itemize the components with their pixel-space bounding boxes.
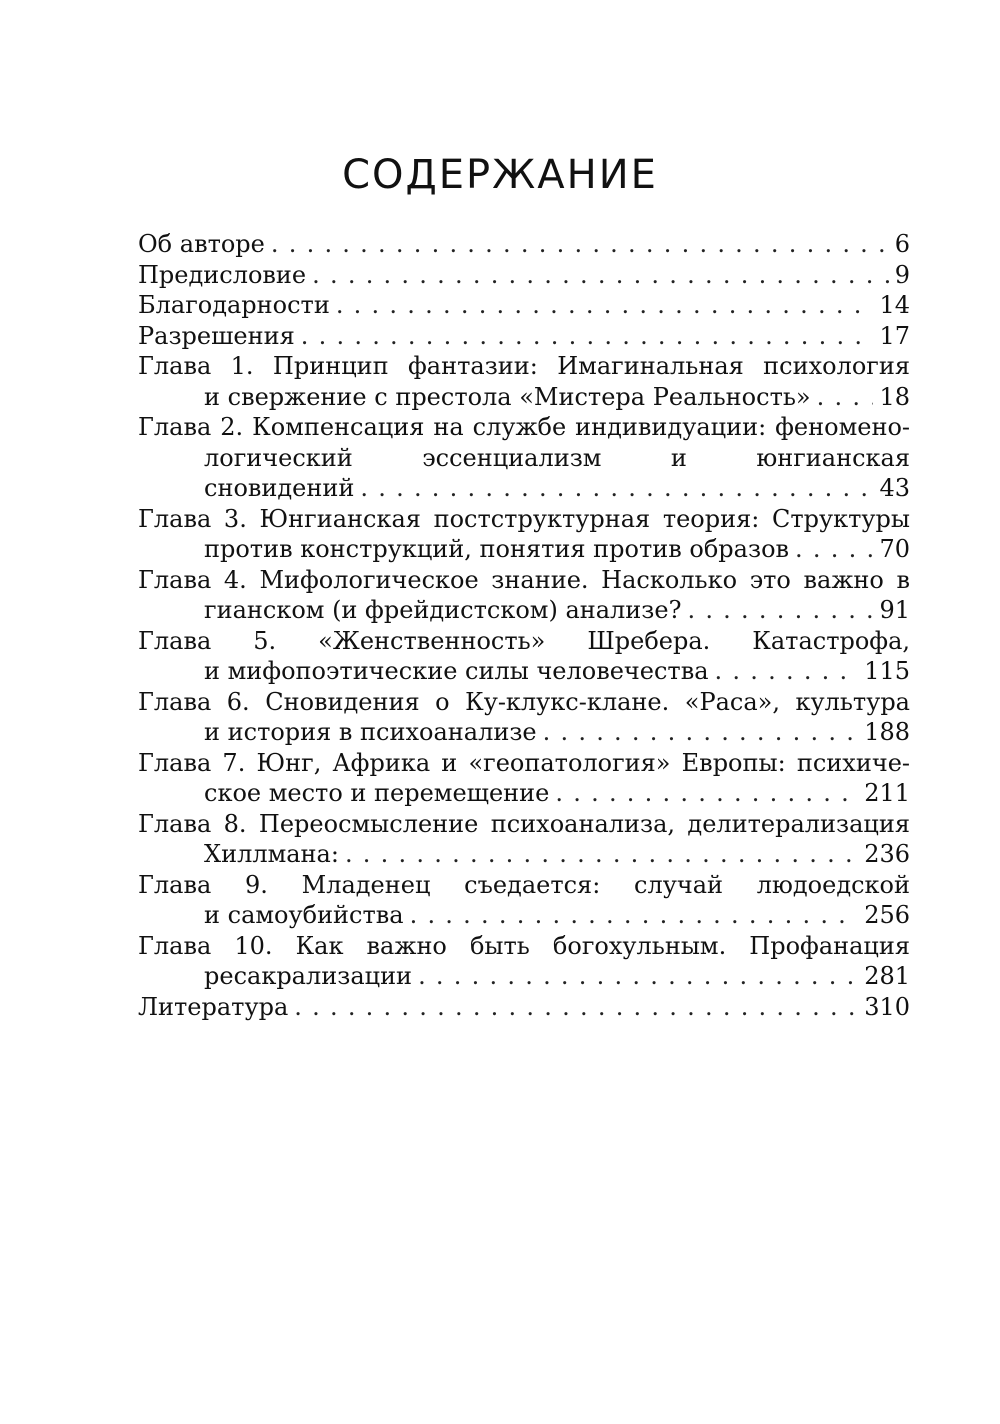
toc-entry-final-line: [138, 992, 910, 1023]
toc-entry-final-line: [138, 260, 910, 291]
page-number: 70: [879, 535, 910, 563]
toc-entry-line: Глава 9. Младенец съедается: случай людоедской: [138, 870, 910, 899]
dot-leader: [418, 961, 858, 992]
page-number: 91: [879, 596, 910, 624]
dot-leader: [294, 992, 858, 1023]
toc-entry-line: Глава 4. Мифологическое знание. Насколько это важно в: [138, 565, 910, 594]
dot-leader: [336, 290, 874, 321]
toc-entry-final-line: [138, 778, 910, 809]
toc-entry-title: Благодарности: [138, 291, 330, 319]
dot-leader: [271, 229, 889, 260]
toc-entry-line: Глава 5. «Женственность» Шребера. Катастрофа,: [138, 626, 910, 655]
toc-entry-title: против конструкций, понятия против образов: [204, 535, 790, 563]
page-number: 236: [864, 840, 910, 868]
toc-entry-final-line: [138, 290, 910, 321]
toc-entry-title: и свержение с престола «Мистера Реальность»: [204, 382, 811, 411]
toc-entry-title: ресакрализации: [204, 962, 413, 990]
toc-entry-final-line: [138, 321, 910, 352]
toc-entry-line: Глава 1. Принцип фантазии: Имагинальная психология: [138, 352, 910, 380]
page-number: 17: [879, 321, 910, 350]
page-number: 115: [864, 657, 910, 685]
dot-leader: [817, 382, 874, 413]
table-of-contents: [138, 229, 910, 1022]
page-number: 211: [864, 779, 910, 807]
page-number: 281: [864, 962, 910, 990]
toc-entry-final-line: [138, 473, 910, 504]
toc-entry[interactable]: [138, 626, 910, 687]
toc-entry-title: и мифопоэтические силы человечества: [204, 657, 709, 685]
toc-entry-title: ское место и перемещение: [204, 779, 550, 807]
page-number: 14: [879, 291, 910, 319]
toc-entry[interactable]: [138, 687, 910, 748]
toc-entry[interactable]: [138, 321, 910, 352]
page-number: 18: [879, 382, 910, 411]
toc-entry-final-line: [138, 717, 910, 748]
page-number: 43: [879, 474, 910, 502]
toc-entry-final-line: [138, 900, 910, 931]
toc-entry[interactable]: [138, 229, 910, 260]
dot-leader: [543, 717, 859, 748]
dot-leader: [301, 321, 874, 352]
toc-entry-line: Глава 3. Юнгианская постструктурная теория: Структуры: [138, 504, 910, 533]
toc-entry-title: Хиллмана:: [204, 840, 339, 868]
toc-entry-title: Об авторе: [138, 230, 265, 258]
page-number: 9: [894, 260, 910, 289]
toc-entry-final-line: [138, 382, 910, 413]
toc-entry-title: сновидений: [204, 474, 355, 502]
toc-entry-line: Глава 6. Сновидения о Ку-клукс-клане. «Раса», культура: [138, 687, 910, 716]
toc-entry-title: и история в психоанализе: [204, 718, 537, 746]
toc-entry[interactable]: [138, 870, 910, 931]
toc-entry-final-line: [138, 229, 910, 260]
toc-entry-title: гианском (и фрейдистском) анализе?: [204, 596, 682, 624]
toc-entry[interactable]: [138, 748, 910, 809]
toc-entry-final-line: [138, 839, 910, 870]
toc-entry[interactable]: [138, 992, 910, 1023]
toc-entry[interactable]: [138, 290, 910, 321]
page-number: 256: [864, 901, 910, 929]
toc-entry-line: логический эссенциализм и юнгианская: [204, 443, 910, 472]
toc-entry-title: Предисловие: [138, 260, 307, 289]
toc-entry-final-line: [138, 534, 910, 565]
toc-entry[interactable]: [138, 809, 910, 870]
toc-entry-title: и самоубийства: [204, 901, 404, 929]
page-number: 188: [864, 718, 910, 746]
dot-leader: [410, 900, 859, 931]
toc-entry-line: Глава 7. Юнг, Африка и «геопатология» Европы: психиче-: [138, 748, 910, 777]
toc-entry-final-line: [138, 961, 910, 992]
toc-entry[interactable]: [138, 565, 910, 626]
dot-leader: [312, 260, 889, 291]
page-number: 6: [894, 230, 910, 258]
toc-entry[interactable]: [138, 931, 910, 992]
page-number: 310: [864, 992, 910, 1021]
toc-entry[interactable]: [138, 351, 910, 412]
toc-entry-title: Литература: [138, 992, 289, 1021]
dot-leader: [715, 656, 859, 687]
dot-leader: [555, 778, 858, 809]
toc-entry[interactable]: [138, 412, 910, 504]
toc-entry-title: Разрешения: [138, 321, 295, 350]
dot-leader: [795, 534, 873, 565]
dot-leader: [360, 473, 873, 504]
toc-entry-line: Глава 2. Компенсация на службе индивидуации: феномено-: [138, 413, 910, 441]
toc-entry-line: Глава 10. Как важно быть богохульным. Профанация: [138, 931, 910, 960]
toc-entry-final-line: [138, 595, 910, 626]
toc-entry-final-line: [138, 656, 910, 687]
toc-entry[interactable]: [138, 260, 910, 291]
page-title: СОДЕРЖАНИЕ: [342, 152, 658, 198]
toc-entry[interactable]: [138, 504, 910, 565]
dot-leader: [345, 839, 858, 870]
dot-leader: [687, 595, 873, 626]
toc-entry-line: Глава 8. Переосмысление психоанализа, делитерализация: [138, 809, 910, 838]
